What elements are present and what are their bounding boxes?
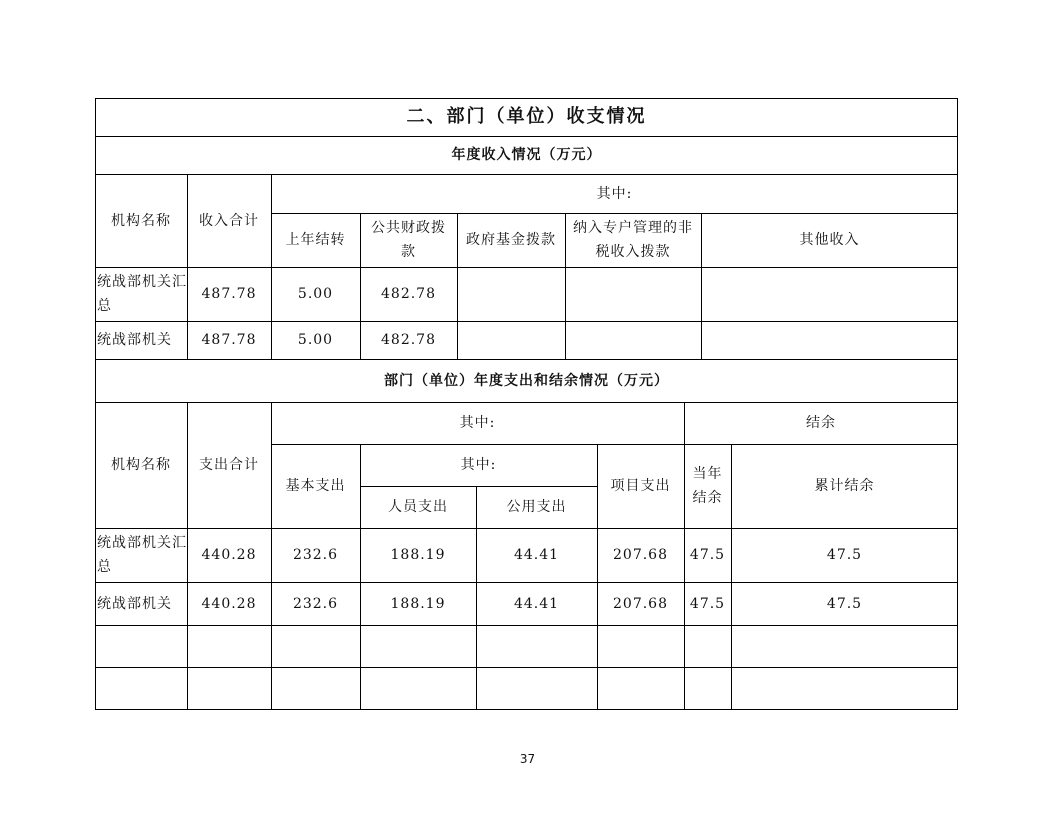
expense-row2-org: 统战部机关 — [97, 595, 172, 612]
expense-row1-public: 44.41 — [513, 547, 560, 563]
expense-row1-cum-balance: 47.5 — [826, 547, 863, 563]
income-row2-nontax — [565, 321, 701, 359]
income-row2-carryover: 5.00 — [297, 332, 334, 348]
budget-table — [95, 98, 958, 710]
income-col-public-fin: 公共财政拨款 — [371, 220, 446, 260]
expense-row1-year-balance: 47.5 — [689, 547, 726, 563]
income-col-gov-fund: 政府基金拨款 — [466, 232, 556, 248]
income-row1-gov-fund — [457, 267, 565, 321]
income-row1-other — [701, 267, 958, 321]
expense-col-basic-of-which: 其中: — [460, 457, 497, 473]
income-row1-public-fin: 482.78 — [381, 286, 436, 302]
income-col-other: 其他收入 — [799, 232, 860, 248]
expense-row2-project: 207.68 — [613, 595, 668, 612]
income-row2-public-fin: 482.78 — [381, 332, 436, 348]
expense-col-of-which: 其中: — [459, 415, 496, 431]
income-row1-nontax — [565, 267, 701, 321]
expense-col-year-balance: 当年结余 — [692, 466, 723, 506]
table-title: 二、部门（单位）收支情况 — [406, 106, 647, 127]
income-row1-total: 487.78 — [201, 286, 257, 302]
expense-col-total: 支出合计 — [199, 457, 259, 473]
expense-col-balance: 结余 — [806, 415, 836, 431]
expense-col-org: 机构名称 — [111, 457, 171, 473]
income-col-carryover: 上年结转 — [285, 232, 346, 248]
expense-col-basic: 基本支出 — [285, 478, 346, 494]
income-col-nontax: 纳入专户管理的非税收入拨款 — [573, 220, 693, 260]
expense-row2-cum-balance: 47.5 — [826, 595, 863, 612]
income-heading: 年度收入情况（万元） — [451, 147, 602, 163]
income-row1-carryover: 5.00 — [297, 286, 334, 302]
expense-row2-basic: 232.6 — [292, 595, 339, 612]
income-col-org: 机构名称 — [111, 212, 171, 229]
expense-row1-total: 440.28 — [201, 547, 257, 563]
expense-row2-total: 440.28 — [201, 595, 257, 612]
income-row2-total: 487.78 — [201, 332, 257, 348]
income-row2-gov-fund — [457, 321, 565, 359]
expense-heading: 部门（单位）年度支出和结余情况（万元） — [384, 372, 669, 389]
income-row2-org: 统战部机关 — [97, 332, 172, 348]
income-row2-other — [701, 321, 958, 359]
expense-col-cum-balance: 累计结余 — [814, 478, 875, 494]
expense-row1-personnel: 188.19 — [390, 547, 446, 563]
expense-col-personnel: 人员支出 — [388, 499, 448, 515]
expense-col-project: 项目支出 — [610, 478, 671, 494]
income-row1-org: 统战部机关汇总 — [97, 274, 187, 314]
expense-col-public: 公用支出 — [506, 499, 567, 515]
page-number: 37 — [519, 752, 536, 766]
income-col-of-which: 其中: — [596, 185, 633, 202]
expense-row1-project: 207.68 — [613, 547, 668, 563]
income-col-total: 收入合计 — [199, 212, 259, 229]
expense-row1-org: 统战部机关汇总 — [97, 535, 187, 575]
expense-row2-year-balance: 47.5 — [689, 595, 726, 612]
expense-row1-basic: 232.6 — [292, 547, 339, 563]
expense-row2-personnel: 188.19 — [390, 595, 446, 612]
expense-row2-public: 44.41 — [513, 595, 560, 612]
